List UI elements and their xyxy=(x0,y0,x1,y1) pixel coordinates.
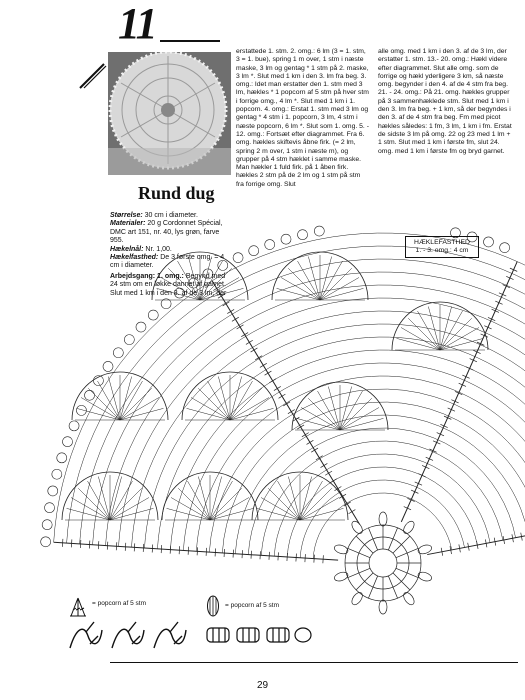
work-label: Arbejdsgang: 1. omg.: xyxy=(110,273,184,280)
instructions-column-3: alle omg. med 1 km i den 3. af de 3 lm, der erstatter 1. stm. 13.- 20. omg.: Hækl videre efter diagrammet. Slut alle omg. som de forrige og hækl yderligere 3 km, så næste omg. begynder i den 4. af de 4 stm fra beg. 21. - 24. omg.: På 21. omg. hækles grupper på 3 sammenhæklede stm. Slut med 1 km i den 3. lm fra beg. + 1 km, så der begyndes i den 3. af de 4 stm fra beg. Fm med picot hækles således: 1 fm, 3 lm, 1 km i fm. Erstat de sidste 3 lm på omg. 22 og 23 med 1 lm + 1 stm. Slut med 1 km i første fm, slut 24. omg. med 1 km i første fm og bryd garnet. xyxy=(378,48,512,155)
legend-cluster-text: = popcorn af 5 stm xyxy=(92,600,147,607)
popcorn-stitch-illustration xyxy=(205,622,315,648)
page-number: 29 xyxy=(256,680,269,691)
header-rule xyxy=(160,40,220,42)
crochet-hook-icon xyxy=(78,60,108,90)
gauge-box xyxy=(405,236,479,258)
spec-materials: Materialer: 20 g Cordonnet Spécial, DMC art 151, nr. 40, lys grøn, farve 955. xyxy=(110,220,223,245)
pattern-number: 11 xyxy=(118,0,156,48)
popcorn-symbol-icon xyxy=(206,594,220,618)
cluster-symbol-icon xyxy=(68,596,88,618)
materials-list xyxy=(110,212,232,271)
work-text: Begynd med 24 stm om en løkke dannet af garnet. Slut med 1 km i den 3. af de 3 lm, der xyxy=(110,273,227,297)
instructions-column-2: erstattede 1. stm. 2. omg.: 6 lm (3 = 1. stm, 3 = 1. bue), spring 1 m over, 1 stm i næste maske, 3 lm og gentag * 1 stm på 2. maske, 3 lm *. Slut med 1 km i den 3. lm fra beg. 3. omg.: Idet man erstatter den 1. stm med 3 lm, hækles * 1 popcorn af 5 stm på hver stm i forrige omg., 4 lm *. Slut med 1 km i 1. popcorn. 4. omg.: Erstat 1. stm med 3 lm og gentag * 4 stm i 1. popcorn, 3 lm, 4 stm i næste popcorn, 6 lm *. Slut som 1. omg. 5. - 12. omg.: Fortsæt efter diagrammet. Fra 6. omg. hækles skiftevis åbne firk. (= 2 lm, spring 2 m over, 1 stm i næste m), og grupper på 4 stm hæklet i samme maske. Man hækler 1 fuld firk. på 1 åben firk. hækles 2 stm på de 2 lm og 1 stm på stm fra forrige omg. Slut xyxy=(236,48,369,188)
gauge-title: HÆKLEFASTHED xyxy=(414,239,470,246)
pattern-title: Rund dug xyxy=(138,183,215,203)
spec-hook: Hækelnål: Nr. 1,00. xyxy=(110,245,172,253)
footer-rule xyxy=(110,662,518,663)
legend-popcorn-text: = popcorn af 5 stm xyxy=(225,602,280,609)
instructions-start xyxy=(110,273,232,298)
spec-size: Størrelse: 30 cm i diameter. xyxy=(110,212,198,219)
cluster-stitch-illustration xyxy=(66,618,196,654)
gauge-value: 1. - 3. omg.: 4 cm xyxy=(415,247,469,254)
spec-gauge: Hækelfasthed: De 3 første omg. = 4 cm i diameter. xyxy=(110,254,225,270)
doily-photo xyxy=(108,52,231,175)
